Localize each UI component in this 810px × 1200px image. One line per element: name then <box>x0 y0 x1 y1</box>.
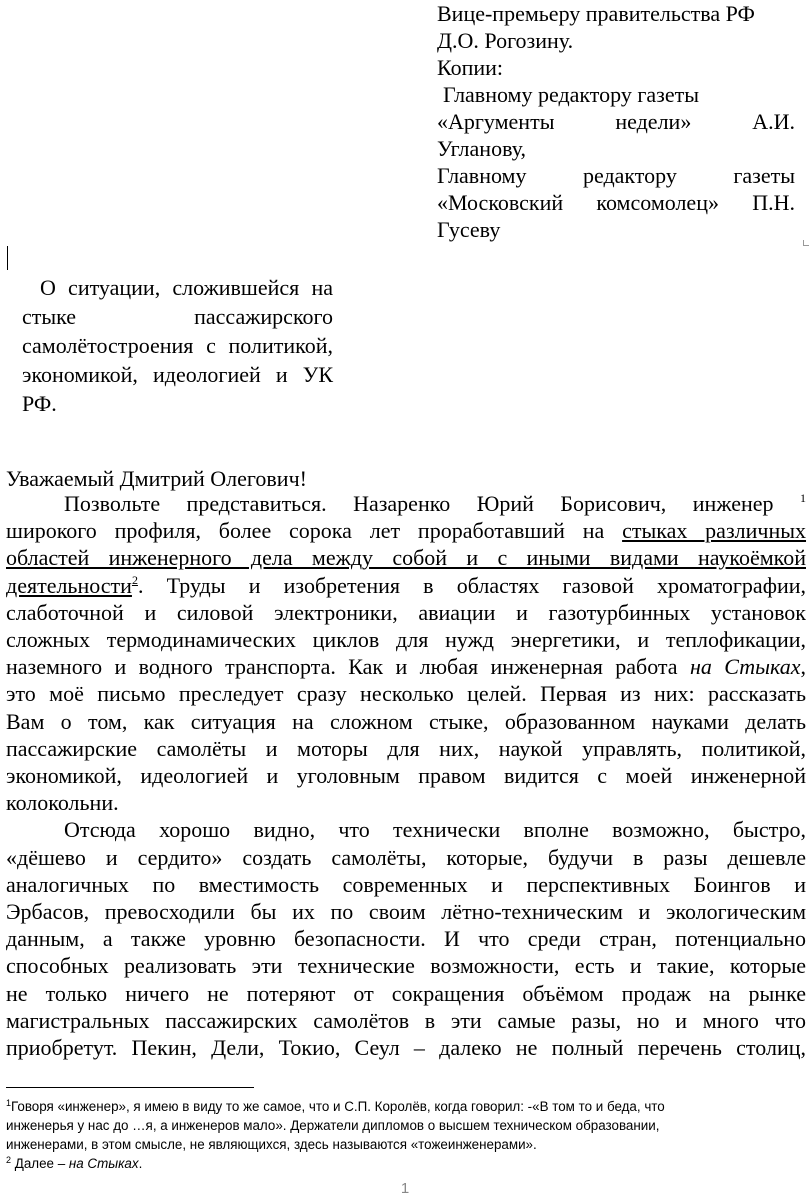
underlined-text: областей инженерного дела между собой и с иными видами наукоёмкой <box>6 545 806 571</box>
text-cursor <box>7 246 8 270</box>
body-line: не только ничего не потеряют от сокращения объёмом продаж на рынке <box>6 980 806 1006</box>
margin-corner-mark <box>803 240 809 246</box>
addressee-line: Гусеву <box>437 217 501 242</box>
footnote-1-cont: инженерами, в этом смысле, не являющихся, здесь называются «тожеинженерами». <box>6 1137 537 1152</box>
body-line: пассажирские самолёты и моторы для них, наукой управлять, политикой, <box>6 735 806 761</box>
body-line: магистральных пассажирских самолётов в эти самые разы, но и много что <box>6 1007 806 1033</box>
addressee-line: Главному редактору газеты <box>443 82 699 107</box>
footnote-ref-1[interactable]: 1 <box>800 491 807 505</box>
addressee-line: Вице-премьеру правительства РФ <box>437 1 755 26</box>
footnote-mark: 2 <box>6 1155 12 1165</box>
letter-subject: О ситуации, сложившейся на стыке пассажирского самолётостроения с политикой, экономикой, идеологией и УК РФ. <box>22 275 333 416</box>
addressee-line: Главному редактору газеты <box>437 163 795 188</box>
body-line <box>6 572 806 599</box>
addressee-line: «Аргументы недели» А.И. <box>437 109 795 134</box>
salutation: Уважаемый Дмитрий Олегович! <box>6 466 307 491</box>
body-line <box>6 653 806 680</box>
body-line: аналогичных по вместимость современных и перспективных Боингов и <box>6 871 806 897</box>
body-line: «дёшево и сердито» создать самолёты, которые, будучи в разы дешевле <box>6 844 806 870</box>
footnote-separator <box>6 1087 254 1088</box>
underlined-text: стыках различных <box>622 518 807 544</box>
addressee-line: Д.О. Рогозину. <box>437 28 574 53</box>
body-line <box>6 490 806 517</box>
footnote-ref-2[interactable]: 2 <box>131 572 138 587</box>
footnote-mark: 1 <box>6 1098 12 1108</box>
letter-body <box>6 490 806 1061</box>
body-line: Эрбасов, превосходили бы их по своим лётно-техническим и экологическим <box>6 899 806 925</box>
addressee-line: «Московский комсомолец» П.Н. <box>437 190 795 215</box>
footnote-1-cont: инженерья у нас до …я, а инженеров мало». Держатели дипломов о высшем техническом образовании, <box>6 1118 660 1133</box>
body-line: Вам о том, как ситуация на сложном стыке, образованном науками делать <box>6 708 806 734</box>
page-number: 1 <box>400 1180 410 1197</box>
body-line: колокольни. <box>6 790 119 816</box>
addressee-line: Угланову, <box>437 136 526 161</box>
body-line: слаботочной и силовой электроники, авиации и газотурбинных установок <box>6 599 806 625</box>
body-line: приобретут. Пекин, Дели, Токио, Сеул – далеко не полный перечень столиц, <box>6 1035 806 1061</box>
italic-text: на Стыках <box>689 654 801 680</box>
body-line: сложных термодинамических циклов для нужд энергетики, и теплофикации, <box>6 627 806 653</box>
body-text: , <box>800 654 806 680</box>
body-line: это моё письмо преследует сразу несколько целей. Первая из них: рассказать <box>6 681 806 707</box>
footnote-text: . <box>138 1156 143 1171</box>
footnote-1 <box>6 1097 806 1116</box>
body-line: способных реализовать эти технические возможности, есть и такие, которые <box>6 953 806 979</box>
addressee-line: Копии: <box>437 55 504 80</box>
footnote-2 <box>6 1154 806 1173</box>
footnote-text: Говоря «инженер», я имею в виду то же самое, что и С.П. Королёв, когда говорил: -«В том то и беда, что <box>11 1099 665 1114</box>
body-text: Позвольте представиться. Назаренко Юрий Борисович, инженер <box>64 491 774 516</box>
body-line <box>6 544 806 571</box>
body-text: наземного и водного транспорта. Как и любая инженерная работа <box>6 654 678 680</box>
body-line: экономикой, идеологией и уголовным правом видится с моей инженерной <box>6 763 806 789</box>
footnotes <box>6 1097 806 1173</box>
body-line <box>6 517 806 544</box>
footnote-text: Далее – <box>14 1156 66 1171</box>
body-text: . Труды и изобретения в областях газовой хроматографии, <box>137 572 806 598</box>
addressee-block <box>437 0 795 243</box>
body-text: широкого профиля, более сорока лет проработавший на <box>6 518 605 544</box>
body-line: Отсюда хорошо видно, что технически вполне возможно, быстро, <box>64 817 806 843</box>
underlined-text: деятельности <box>6 572 132 598</box>
body-line: данным, а также уровню безопасности. И что среди стран, потенциально <box>6 926 806 952</box>
italic-text: на Стыках <box>68 1156 139 1171</box>
